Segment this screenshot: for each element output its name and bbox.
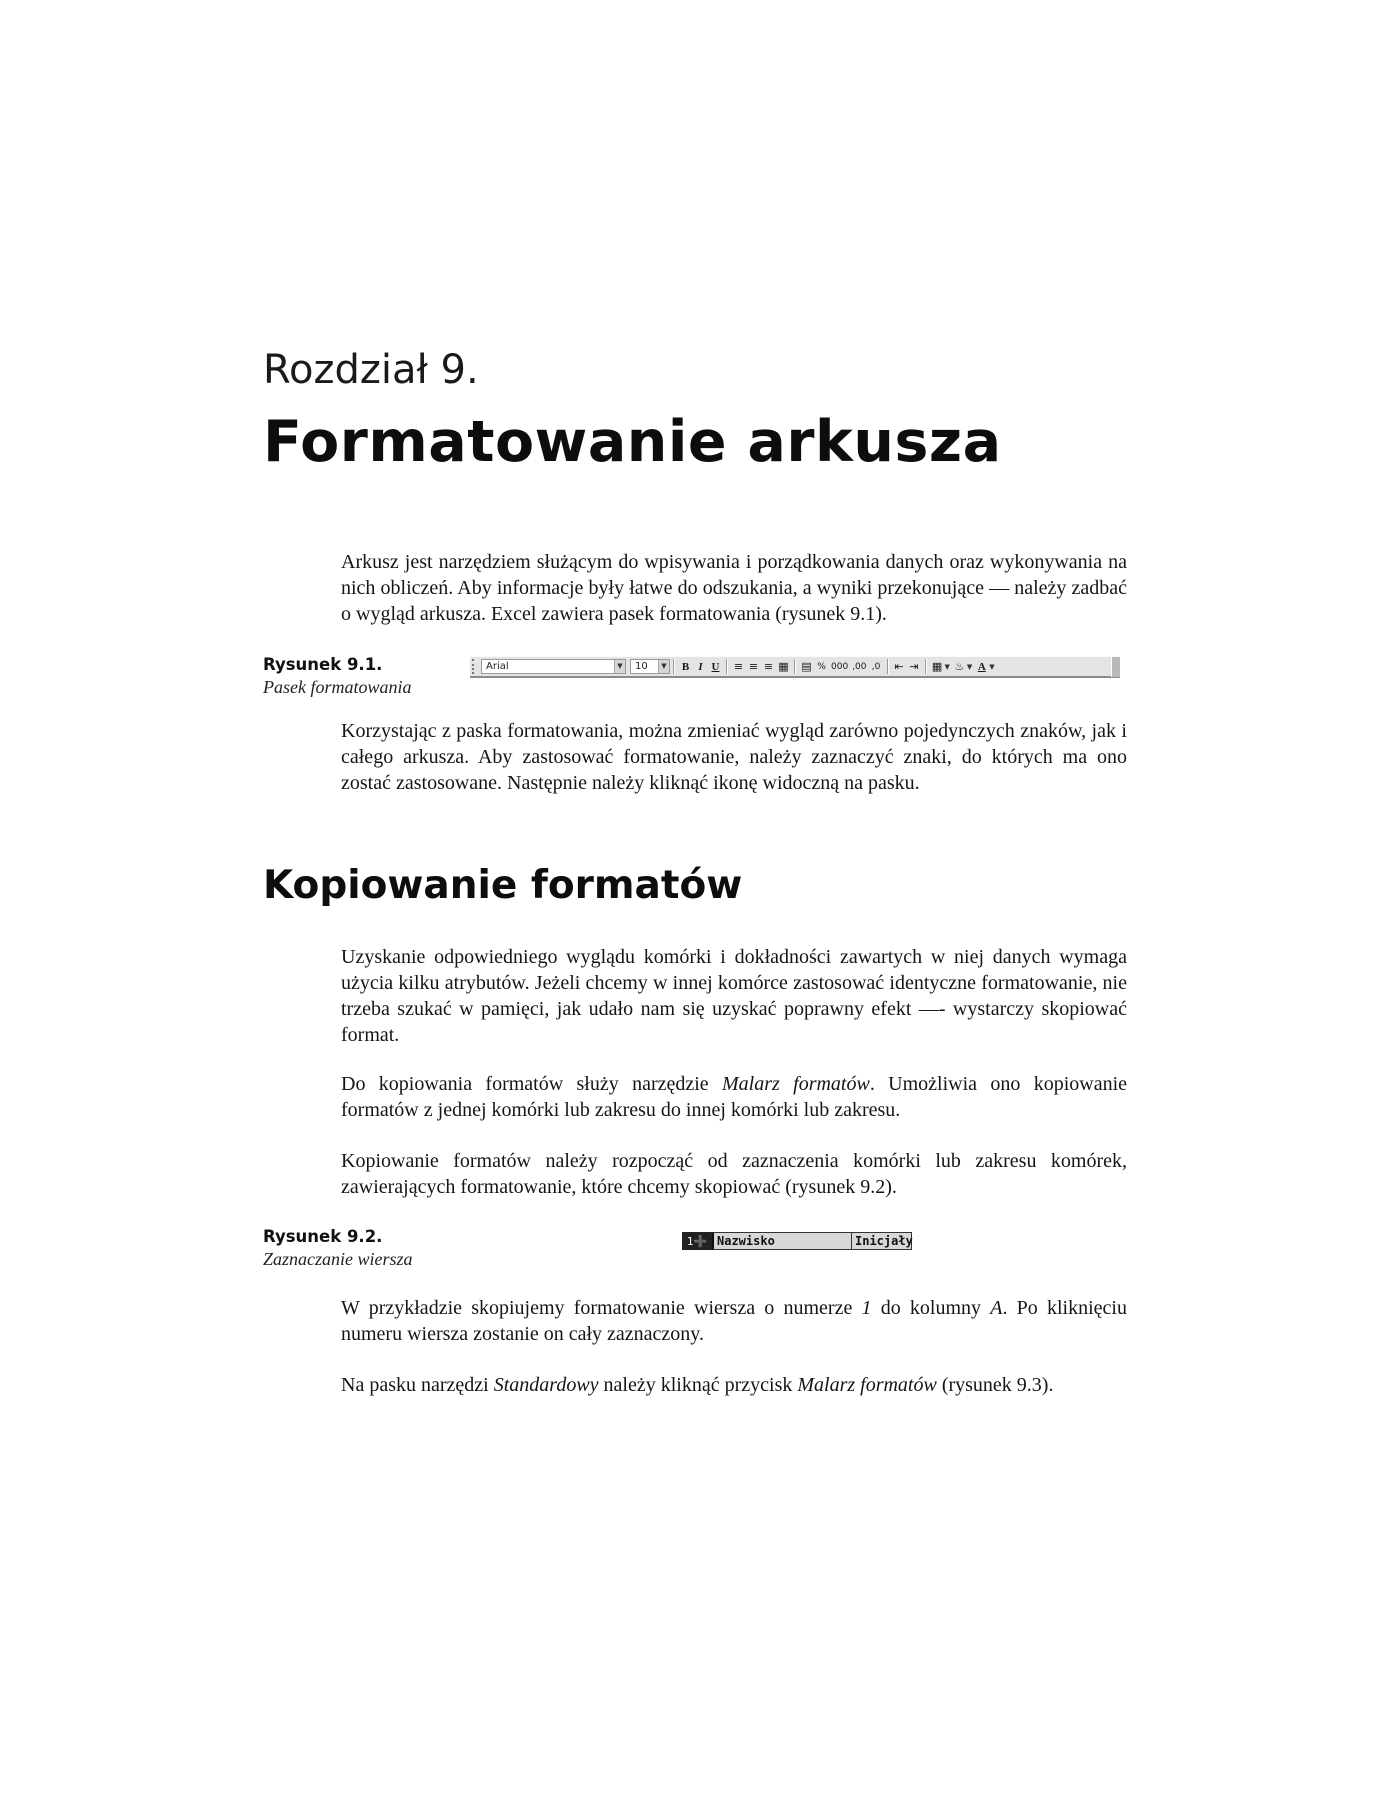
align-center-icon[interactable]: ≡ — [748, 660, 759, 673]
chapter-label: Rozdział 9. — [263, 347, 479, 393]
row-header[interactable]: 1 ➕ — [682, 1232, 712, 1250]
underline-button[interactable]: U — [711, 660, 720, 673]
chevron-down-icon[interactable]: ▼ — [944, 662, 950, 671]
currency-icon[interactable]: ▤ — [801, 660, 812, 673]
formatting-toolbar — [470, 656, 1120, 678]
font-size-value: 10 — [635, 661, 648, 672]
toolbar-separator — [887, 659, 889, 674]
tool-name-malarz: Malarz formatów — [722, 1073, 870, 1095]
paragraph-4: W przykładzie skopiujemy formatowanie wiersza o numerze 1 do kolumny A. Po kliknięciu numeru wiersza zostanie on cały zaznaczony. — [341, 1297, 1127, 1345]
chevron-down-icon: ▼ — [614, 660, 625, 673]
cell-inicjaly[interactable]: Inicjały — [852, 1232, 912, 1250]
percent-button[interactable]: % — [817, 661, 826, 672]
toolbar-separator — [794, 659, 796, 674]
figure-2-caption — [263, 1226, 453, 1270]
chapter-title: Formatowanie arkusza — [263, 409, 1002, 475]
toolbar-options-icon[interactable] — [1111, 657, 1120, 677]
font-size-select[interactable] — [630, 659, 670, 674]
chevron-down-icon: ▼ — [658, 660, 669, 673]
section-paragraph-2: Do kopiowania formatów służy narzędzie Malarz formatów. Umożliwia ono kopiowanie formatów z jednej komórki lub zakresu do innej komórki lub zakresu. — [341, 1073, 1128, 1121]
figure-1-label: Rysunek 9.1. — [263, 655, 383, 674]
bold-button[interactable]: B — [681, 660, 690, 673]
intro-paragraph-1: Arkusz jest narzędziem służącym do wpisywania i porządkowania danych oraz wykonywania na nich obliczeń. Aby informacje były łatwe do odszukania, a wyniki przekonujące — należy zadbać o wygląd arkusza. Excel zawiera pasek formatowania (rysunek 9.1). — [341, 551, 1127, 625]
borders-icon[interactable]: ▦ — [931, 660, 943, 673]
chevron-down-icon[interactable]: ▼ — [989, 662, 995, 671]
section-title: Kopiowanie formatów — [263, 863, 743, 908]
chevron-down-icon[interactable]: ▼ — [966, 662, 973, 671]
font-color-button[interactable]: A — [977, 660, 986, 673]
font-name-select[interactable] — [481, 659, 626, 674]
selected-row-figure — [682, 1232, 912, 1250]
paragraph-5: Na pasku narzędzi Standardowy należy kliknąć przycisk Malarz formatów (rysunek 9.3). — [341, 1374, 1054, 1396]
toolbar-separator — [726, 659, 728, 674]
font-name-value: Arial — [486, 661, 509, 672]
intro-paragraph-2: Korzystając z paska formatowania, można zmieniać wygląd zarówno pojedynczych znaków, jak i całego arkusza. Aby zastosować formatowanie, należy zaznaczyć znaki, do których ma ono zostać zastosowane. Następnie należy kliknąć ikonę widoczną na pasku. — [341, 720, 1127, 794]
increase-decimal-button[interactable]: ,00 — [852, 661, 867, 672]
toolbar-separator — [673, 659, 675, 674]
increase-indent-icon[interactable]: ⇥ — [909, 660, 919, 673]
thousands-separator-button[interactable]: 000 — [831, 661, 849, 672]
cell-nazwisko[interactable]: Nazwisko — [712, 1232, 852, 1250]
decrease-indent-icon[interactable]: ⇤ — [894, 660, 904, 673]
italic-button[interactable]: I — [698, 660, 703, 673]
decrease-decimal-button[interactable]: ,0 — [871, 661, 881, 672]
toolbar-separator — [925, 659, 927, 674]
align-right-icon[interactable]: ≡ — [763, 660, 774, 673]
figure-1-caption — [263, 654, 453, 698]
merge-center-icon[interactable]: ▦ — [778, 660, 789, 673]
figure-2-description: Zaznaczanie wiersza — [263, 1249, 413, 1269]
fill-color-icon[interactable]: ♨ — [954, 660, 965, 673]
align-left-icon[interactable]: ≡ — [733, 660, 744, 673]
figure-2-label: Rysunek 9.2. — [263, 1227, 383, 1246]
figure-1-description: Pasek formatowania — [263, 677, 412, 697]
section-paragraph-1: Uzyskanie odpowiedniego wyglądu komórki i dokładności zawartych w niej danych wymaga użycia kilku atrybutów. Jeżeli chcemy w innej komórce zastosować identyczne formatowanie, nie trzeba szukać w pamięci, jak udało nam się uzyskać poprawny efekt —- wystarczy skopiować format. — [341, 946, 1127, 1046]
toolbar-grip — [472, 659, 478, 674]
section-paragraph-3: Kopiowanie formatów należy rozpocząć od zaznaczenia komórki lub zakresu komórek, zawierających formatowanie, które chcemy skopiować (rysunek 9.2). — [341, 1150, 1127, 1198]
